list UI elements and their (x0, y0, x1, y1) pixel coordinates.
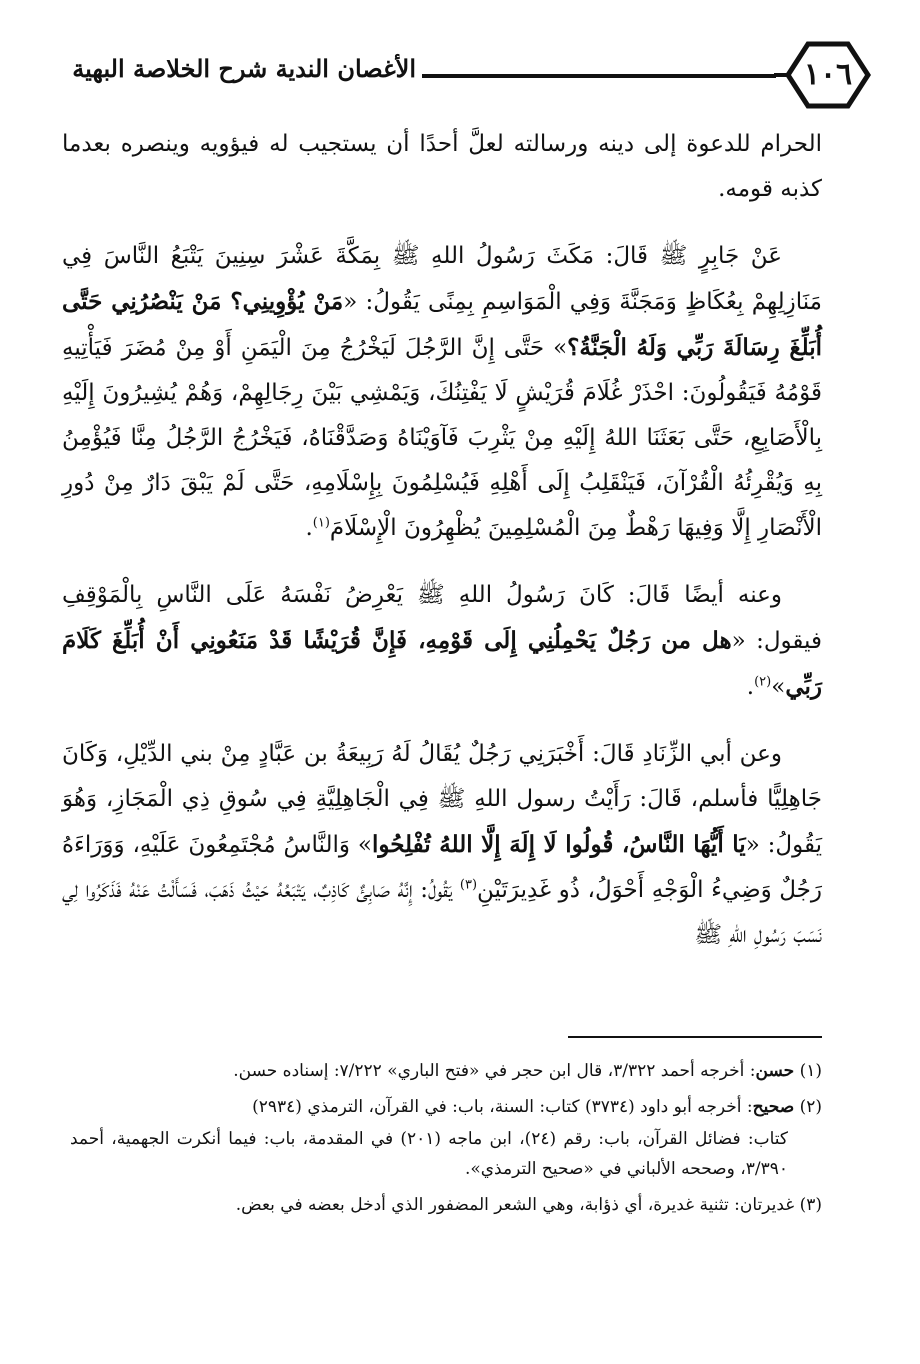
paragraph-2: عَنْ جَابِرٍ ﷺ قَالَ: مَكَثَ رَسُولُ اللهِ ﷺ بِمَكَّةَ عَشْرَ سِنِينَ يَتْبَعُ النَّاسَ فِي مَنَازِلِهِمْ بِعُكَاظٍ وَمَجَنَّةَ وَفِي الْمَوَاسِمِ بِمِنًى يَقُولُ: «مَنْ يُؤْوِينِي؟ مَنْ يَنْصُرُنِي حَتَّى أُبَلِّغَ رِسَالَةَ رَبِّي وَلَهُ الْجَنَّةُ؟» حَتَّى إِنَّ الرَّجُلَ لَيَخْرُجُ مِنَ الْيَمَنِ أَوْ مِنْ مُضَرَ فَيَأْتِيهِ قَوْمُهُ فَيَقُولُونَ: احْذَرْ غُلَامَ قُرَيْشٍ لَا يَفْتِنُكَ، وَيَمْشِي بَيْنَ رِجَالِهِمْ، وَهُمْ يُشِيرُونَ إِلَيْهِ بِالْأَصَابِعِ، حَتَّى بَعَثَنَا اللهُ إِلَيْهِ مِنْ يَثْرِبَ فَآوَيْنَاهُ وَصَدَّقْنَاهُ، فَيَخْرُجُ الرَّجُلُ مِنَّا فَيُؤْمِنُ بِهِ وَيُقْرِئُهُ الْقُرْآنَ، فَيَنْقَلِبُ إِلَى أَهْلِهِ فَيُسْلِمُونَ بِإِسْلَامِهِ، حَتَّى لَمْ يَبْقَ دَارٌ مِنْ دُورِ الْأَنْصَارِ إِلَّا وَفِيهَا رَهْطٌ مِنَ الْمُسْلِمِينَ يُظْهِرُونَ الْإِسْلَامَ$^{(١)}$. (62, 243, 823, 541)
footnote-2-text: : أخرجه أبو داود (٣٧٣٤) كتاب: السنة، باب: في القرآن، الترمذي (٢٩٣٤) (252, 1097, 753, 1117)
footnotes (70, 1056, 822, 1226)
footnote-2-number: (٢) (799, 1097, 822, 1117)
footnote-ref-3[interactable]: (٣) (459, 877, 478, 893)
page-number: ١٠٦ (803, 57, 853, 92)
hadith-1-intro: عَنْ جَابِرٍ ﷺ قَالَ: مَكَثَ رَسُولُ اللهِ ﷺ بِمَكَّةَ عَشْرَ سِنِينَ يَتْبَعُ النَّاسَ فِي مَنَازِلِهِمْ بِعُكَاظٍ وَمَجَنَّةَ وَفِي الْمَوَاسِمِ بِمِنًى يَقُولُ: « (62, 243, 822, 315)
footnote-ref-1[interactable]: (١) (312, 515, 330, 531)
footnote-1-text: : أخرجه أحمد ٣/٣٢٢، قال ابن حجر في «فتح الباري» ٧/٢٢٢: إسناده حسن. (233, 1061, 756, 1081)
footnote-divider (568, 1036, 822, 1038)
footnote-3 (70, 1190, 822, 1220)
paragraph-3: وعنه أيضًا قَالَ: كَانَ رَسُولُ اللهِ ﷺ يَعْرِضُ نَفْسَهُ عَلَى النَّاسِ بِالْمَوْقِفِ فيقول: «هل من رَجُلٌ يَحْمِلُنِي إِلَى قَوْمِهِ، فَإِنَّ قُرَيْشًا قَدْ مَنَعُونِي أَنْ أُبَلِّغَ كَلَامَ رَبِّي»$^{(٢)}$. (62, 582, 822, 700)
footnote-1 (70, 1056, 822, 1086)
hadith-1-quote: مَنْ يُؤْوِينِي؟ مَنْ يَنْصُرُنِي حَتَّى أُبَلِّغَ رِسَالَةَ رَبِّي وَلَهُ الْجَنَّةُ؟ (62, 288, 823, 361)
footnote-3-number: (٣) (799, 1195, 822, 1215)
footnote-2-continued-text: كتاب: فضائل القرآن، باب: رقم (٢٤)، ابن ماجه (٢٠١) في المقدمة، باب: فيما أنكرت الجهمية، أحمد ٣/٣٩٠، وصححه الألباني في «صحيح الترمذي». (70, 1129, 788, 1179)
hadith-3-rest: يَقُولُ: إِنَّهُ صَابِئٌ كَاذِبٌ، يَتْبَعُهُ حَيْثُ ذَهَبَ، فَسَأَلْتُ عَنْهُ فَذَكَرُوا لِي نَسَبَ رَسُولِ اللهِ ﷺ (62, 877, 822, 948)
page-number-badge (774, 38, 882, 112)
hadith-3-middle: » وَالنَّاسُ مُجْتَمِعُونَ عَلَيْهِ، وَوَرَاءَهُ رَجُلٌ وَضِيءُ الْوَجْهِ أَحْوَلُ، ذُو غَدِيرَتَيْنِ (62, 832, 822, 903)
hadith-2-rest: » (771, 674, 786, 700)
hadith-2-quote: هل من رَجُلٌ يَحْمِلُنِي إِلَى قَوْمِهِ، فَإِنَّ قُرَيْشًا قَدْ مَنَعُونِي أَنْ أُبَلِّغَ كَلَامَ رَبِّي (62, 627, 822, 700)
header-divider (422, 74, 776, 78)
book-title: الأغصان الندية شرح الخلاصة البهية (72, 54, 416, 83)
footnote-2-grade: صحيح (752, 1097, 795, 1117)
footnote-2 (70, 1092, 822, 1122)
hadith-2-intro: وعنه أيضًا قَالَ: كَانَ رَسُولُ اللهِ ﷺ يَعْرِضُ نَفْسَهُ عَلَى النَّاسِ بِالْمَوْقِفِ فيقول: « (62, 582, 822, 654)
hadith-3-intro: وعن أبي الزِّنَادِ قَالَ: أَخْبَرَنِي رَجُلٌ يُقَالُ لَهُ رَبِيعَةُ بن عَبَّادٍ مِنْ بني الدِّيْلِ، وَكَانَ جَاهِلِيًّا فأسلم، قَالَ: رَأَيْتُ رسول اللهِ ﷺ فِي الْجَاهِلِيَّةِ فِي سُوقِ ذِي الْمَجَازِ، وَهُوَ يَقُولُ: « (62, 741, 822, 858)
paragraph-1-text: الحرام للدعوة إلى دينه ورسالته لعلَّ أحدًا أن يستجيب له فيؤويه وينصره بعدما كذبه قومه. (62, 131, 822, 202)
footnote-ref-2[interactable]: (٢) (754, 674, 772, 690)
main-text (62, 122, 822, 980)
hadith-1-rest: » حَتَّى إِنَّ الرَّجُلَ لَيَخْرُجُ مِنَ الْيَمَنِ أَوْ مِنْ مُضَرَ فَيَأْتِيهِ قَوْمُهُ فَيَقُولُونَ: احْذَرْ غُلَامَ قُرَيْشٍ لَا يَفْتِنُكَ، وَيَمْشِي بَيْنَ رِجَالِهِمْ، وَهُمْ يُشِيرُونَ إِلَيْهِ بِالْأَصَابِعِ، حَتَّى بَعَثَنَا اللهُ إِلَيْهِ مِنْ يَثْرِبَ فَآوَيْنَاهُ وَصَدَّقْنَاهُ، فَيَخْرُجُ الرَّجُلُ مِنَّا فَيُؤْمِنُ بِهِ وَيُقْرِئُهُ الْقُرْآنَ، فَيَنْقَلِبُ إِلَى أَهْلِهِ فَيُسْلِمُونَ بِإِسْلَامِهِ، حَتَّى لَمْ يَبْقَ دَارٌ مِنْ دُورِ الْأَنْصَارِ إِلَّا وَفِيهَا رَهْطٌ مِنَ الْمُسْلِمِينَ يُظْهِرُونَ الْإِسْلَامَ (62, 335, 822, 541)
paragraph-1 (62, 122, 822, 212)
running-header (60, 36, 853, 116)
footnote-1-grade: حسن (755, 1061, 795, 1081)
hadith-3-quote: يَا أَيُّهَا النَّاسُ، قُولُوا لَا إِلَهَ إِلَّا اللهُ تُفْلِحُوا (371, 831, 746, 858)
footnote-2-continued (70, 1124, 822, 1184)
footnote-3-text: غديرتان: تثنية غديرة، أي ذؤابة، وهي الشعر المضفور الذي أدخل بعضه في بعض. (235, 1195, 795, 1215)
paragraph-4 (62, 732, 822, 958)
footnote-1-number: (١) (799, 1061, 822, 1081)
